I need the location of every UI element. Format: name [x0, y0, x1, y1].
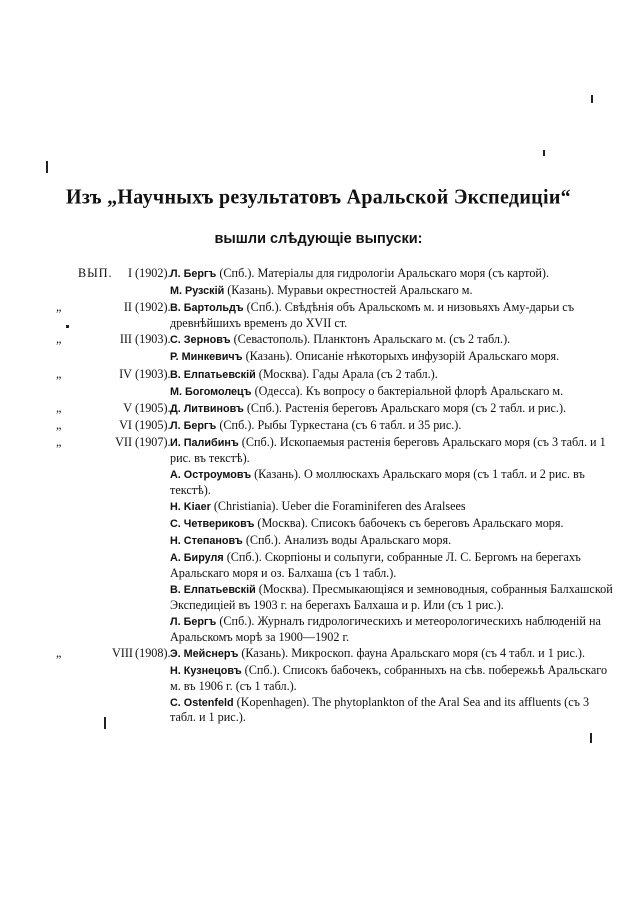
entry-description: (Спб.). Журналъ гидрологическихъ и метеорологическихъ наблюденій на Аральскомъ морѣ за 1900—1902 г. — [170, 613, 601, 644]
issue-label — [56, 582, 166, 612]
issue-label — [56, 366, 171, 383]
issue-year: (1902). — [135, 266, 171, 280]
issue-year: (1905). — [135, 418, 171, 433]
entry-text — [166, 516, 616, 532]
page-title: Изъ „Научныхъ результатовъ Аральской Экспедиціи“ — [66, 185, 571, 209]
entry-description: (Москва). Списокъ бабочекъ съ береговъ Аральскаго моря. — [257, 516, 564, 531]
list-item — [56, 332, 616, 348]
issue-label — [56, 533, 166, 549]
issue-year: (1903). — [135, 366, 171, 381]
entry-text — [166, 332, 616, 348]
entry-text — [166, 467, 616, 497]
entry-text — [166, 384, 616, 400]
issue-number: VIII — [112, 645, 133, 660]
issue-label — [56, 384, 166, 400]
entry-description: (Christiania). Ueber die Foraminiferen des Aralsees — [213, 498, 466, 513]
entry-text — [166, 300, 616, 330]
entry-text — [166, 550, 616, 580]
list-item — [56, 435, 616, 465]
entry-description: (Москва). Пресмыкающіяся и земноводныя, собранныя Балхашской Экспедиціей въ 1903 г. на берегахъ Балхаша и р. Или (съ 1 рис.). — [170, 582, 613, 612]
issue-label — [56, 550, 166, 580]
list-item — [56, 695, 616, 725]
entry-author: В. Бартольдъ — [170, 302, 244, 315]
ditto-mark: „ — [56, 435, 62, 450]
issue-year: (1907). — [135, 435, 171, 450]
issue-label — [56, 695, 166, 725]
issue-label — [56, 516, 166, 532]
page-subtitle: вышли слѣдующіе выпуски: — [214, 231, 423, 247]
issue-number: IV — [119, 366, 132, 381]
entry-text — [166, 646, 616, 662]
entry-author: И. Палибинъ — [170, 437, 239, 450]
entry-text — [166, 695, 616, 725]
entry-description: (Спб.). Растенія береговъ Аральскаго моря (съ 2 табл. и рис.). — [246, 400, 567, 415]
entry-description: (Kopenhagen). The phytoplankton of the Aral Sea and its affluents (съ 3 табл. и 1 рис.). — [170, 694, 590, 725]
list-item — [56, 401, 616, 417]
issue-label — [56, 418, 171, 434]
list-item — [56, 499, 616, 515]
issue-year: (1905). — [135, 400, 171, 415]
entry-description: (Спб.). Ископаемыя растенія береговъ Аральскаго моря (съ 3 табл. и 1 рис. въ текстѣ). — [170, 435, 606, 465]
entry-description: (Одесса). Къ вопросу о бактеріальной флорѣ Аральскаго м. — [254, 383, 564, 398]
issue-number: I — [127, 266, 132, 280]
entry-text — [166, 401, 616, 417]
entry-description: (Спб.). Списокъ бабочекъ, собранныхъ на сѣв. побережьѣ Аральскаго м. въ 1906 г. (съ 1 табл.). — [170, 662, 608, 693]
entry-text — [166, 614, 616, 644]
list-item — [56, 533, 616, 549]
scan-speck — [543, 150, 545, 156]
scan-speck — [46, 161, 48, 173]
entry-description: (Севастополь). Планктонъ Аральскаго м. (съ 2 табл.). — [233, 332, 511, 347]
entry-text — [166, 283, 616, 299]
ditto-mark: „ — [56, 332, 62, 347]
entry-text — [166, 499, 616, 515]
entry-description: (Казань). Описаніе нѣкоторыхъ инфузорій Аральскаго моря. — [245, 349, 560, 364]
entry-author: Н. Степановъ — [170, 535, 243, 548]
issue-label — [56, 499, 166, 515]
entry-author: А. Бируля — [170, 552, 224, 565]
entry-author: Л. Бергъ — [170, 268, 217, 280]
entry-author: С. Зерновъ — [170, 334, 231, 347]
entry-author: М. Богомолецъ — [170, 385, 252, 398]
issue-label — [56, 614, 166, 644]
entry-text — [166, 418, 616, 434]
issue-label — [56, 663, 166, 693]
entry-description: (Спб.). Матеріалы для гидрологіи Аральскаго моря (съ картой). — [219, 266, 550, 280]
scan-speck — [590, 733, 592, 743]
entry-author: Л. Бергъ — [170, 420, 217, 433]
scan-speck — [66, 325, 69, 328]
entry-text — [166, 582, 616, 612]
list-item — [56, 550, 616, 580]
entry-description: (Казань). О моллюскахъ Аральскаго моря (съ 1 табл. и 2 рис. въ текстѣ). — [170, 467, 585, 497]
issue-year: (1902). — [135, 300, 171, 315]
issue-number: VI — [119, 418, 132, 433]
entry-author: В. Елпатьевскій — [170, 584, 256, 597]
issue-number: VII — [115, 435, 132, 450]
entry-text — [166, 266, 616, 282]
entry-author: А. Остроумовъ — [170, 469, 252, 482]
list-item — [56, 367, 616, 383]
entry-author: С. Четвериковъ — [170, 518, 255, 531]
entry-text — [166, 367, 616, 383]
issue-label — [56, 266, 171, 282]
entry-description: (Казань). Микроскоп. фауна Аральскаго моря (съ 4 табл. и 1 рис.). — [241, 645, 586, 660]
list-item — [56, 614, 616, 644]
entry-author: Э. Мейснеръ — [170, 647, 239, 660]
list-item — [56, 418, 616, 434]
list-item — [56, 349, 616, 365]
issue-label — [56, 283, 166, 299]
issue-number: II — [123, 300, 132, 315]
entry-text — [166, 533, 616, 549]
entry-author: Р. Минкевичъ — [170, 351, 243, 364]
entry-description: (Спб.). Скорпіоны и сольпуги, собранные Л. С. Бергомъ на берегахъ Аральскаго моря и оз. Балхаша (съ 1 табл.). — [170, 550, 581, 580]
entry-description: (Спб.). Свѣдѣнія объ Аральскомъ м. и низовьяхъ Аму-дарьи съ древнѣйшихъ временъ до XVII ст. — [170, 300, 575, 330]
issue-label — [56, 300, 171, 330]
issue-label — [56, 645, 171, 662]
list-item — [56, 283, 616, 299]
issue-year: (1903). — [135, 332, 171, 347]
entry-description: (Москва). Гады Арала (съ 2 табл.). — [258, 366, 438, 381]
entry-text — [166, 663, 616, 693]
scan-speck — [591, 95, 593, 103]
list-item — [56, 384, 616, 400]
issue-number: III — [119, 332, 132, 347]
entry-author: Л. Бергъ — [170, 615, 217, 628]
issue-label — [56, 400, 171, 417]
entry-author: Д. Литвиновъ — [170, 402, 244, 415]
issue-label — [56, 435, 171, 465]
entry-author: Н. Kiaer — [170, 500, 211, 513]
ditto-mark: „ — [56, 300, 62, 315]
list-item — [56, 582, 616, 612]
list-item — [56, 516, 616, 532]
issue-year: (1908). — [135, 645, 171, 660]
scan-speck — [104, 717, 106, 729]
ditto-mark: „ — [56, 418, 62, 433]
entry-description: (Спб.). Рыбы Туркестана (съ 6 табл. и 35 рис.). — [219, 418, 462, 433]
issue-label — [56, 349, 166, 365]
ditto-mark: „ — [56, 645, 62, 660]
entry-text — [166, 349, 616, 365]
list-item — [56, 300, 616, 330]
issue-label — [56, 467, 166, 497]
issue-label — [56, 332, 171, 348]
issue-number: V — [123, 400, 132, 415]
list-item — [56, 266, 616, 282]
entry-author: Н. Кузнецовъ — [170, 664, 242, 677]
entry-text — [166, 435, 616, 465]
entry-description: (Казань). Муравьи окрестностей Аральскаго м. — [227, 283, 473, 298]
ditto-mark: „ — [56, 366, 62, 381]
list-item — [56, 467, 616, 497]
list-item — [56, 646, 616, 662]
entry-author: C. Ostenfeld — [170, 696, 234, 709]
issue-prefix: ВЫП. — [78, 266, 113, 280]
entry-author: М. Рузскій — [170, 285, 225, 298]
entry-author: В. Елпатьевскій — [170, 368, 256, 381]
ditto-mark: „ — [56, 400, 62, 415]
list-item — [56, 663, 616, 693]
publication-list — [56, 266, 616, 727]
entry-description: (Спб.). Анализъ воды Аральскаго моря. — [245, 533, 452, 548]
